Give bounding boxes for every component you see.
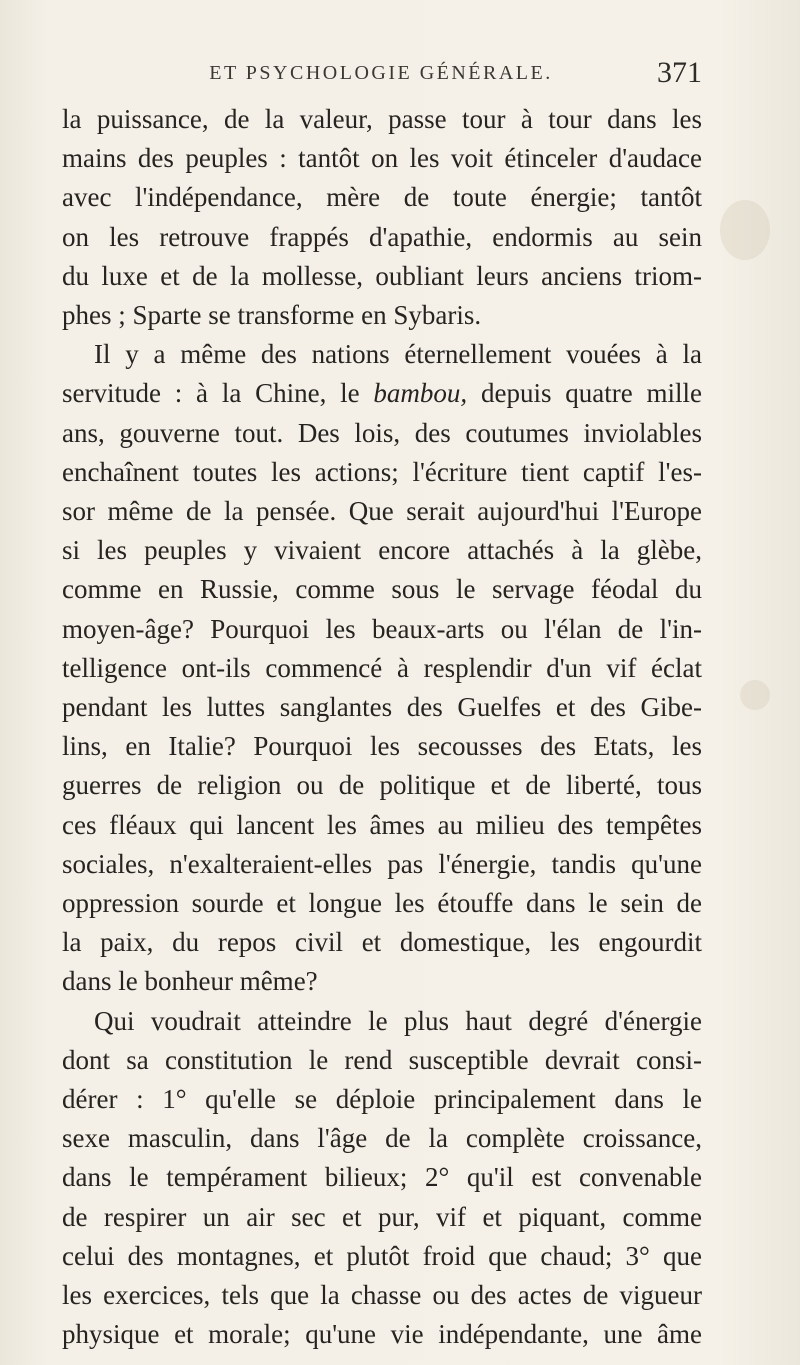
paragraph-3 (62, 1002, 702, 1355)
text-line-with-italic (62, 374, 702, 413)
text-line: du luxe et de la mollesse, oubliant leurs anciens triom- (62, 260, 702, 291)
text-line: moyen-âge? Pourquoi les beaux-arts ou l'élan de l'in- (62, 613, 702, 644)
text-line: sor même de la pensée. Que serait aujourd'hui l'Europe (62, 496, 702, 527)
running-title: ET PSYCHOLOGIE GÉNÉRALE. (209, 62, 553, 84)
text-line: pendant les luttes sanglantes des Guelfes et des Gibe- (62, 692, 702, 723)
text-line: ces fléaux qui lancent les âmes au milieu des tempêtes (62, 809, 702, 840)
text-line: lins, en Italie? Pourquoi les secousses des Etats, les (62, 731, 702, 762)
italic-word: bambou, (373, 378, 468, 409)
text-line: telligence ont-ils commencé à resplendir d'un vif éclat (62, 652, 702, 683)
text-line: on les retrouve frappés d'apathie, endormis au sein (62, 221, 702, 252)
text-line: celui des montagnes, et plutôt froid que chaud; 3° que (62, 1240, 702, 1271)
page-number: 371 (657, 56, 702, 89)
running-head (60, 56, 702, 96)
text-line: Il y a même des nations éternellement vouées à la (94, 339, 702, 370)
text-segment: servitude : à la Chine, le (62, 378, 374, 409)
body-text (62, 100, 702, 1355)
text-line: comme en Russie, comme sous le servage féodal du (62, 574, 702, 605)
text-line: avec l'indépendance, mère de toute énergie; tantôt (62, 182, 702, 213)
text-line: ans, gouverne tout. Des lois, des coutumes inviolables (62, 417, 702, 448)
text-line: Qui voudrait atteindre le plus haut degré d'énergie (94, 1005, 702, 1036)
text-line: la puissance, de la valeur, passe tour à tour dans les (62, 104, 702, 134)
text-line: physique et morale; qu'une vie indépendante, une âme (62, 1319, 702, 1350)
text-line: oppression sourde et longue les étouffe dans le sein de (62, 888, 702, 919)
text-line: guerres de religion ou de politique et de liberté, tous (62, 770, 702, 801)
text-line: mains des peuples : tantôt on les voit étinceler d'audace (62, 143, 702, 174)
paper-stain (720, 200, 770, 260)
paragraph-2 (62, 335, 702, 1001)
text-line: les exercices, tels que la chasse ou des actes de vigueur (62, 1280, 702, 1311)
text-segment: depuis quatre mille (467, 378, 702, 409)
text-line: sexe masculin, dans l'âge de la complète croissance, (62, 1123, 702, 1154)
text-line: de respirer un air sec et pur, vif et piquant, comme (62, 1201, 702, 1232)
text-line: si les peuples y vivaient encore attachés à la glèbe, (62, 535, 702, 566)
text-line: sociales, n'exalteraient-elles pas l'énergie, tandis qu'une (62, 848, 702, 879)
text-line: la paix, du repos civil et domestique, les engourdit (62, 927, 702, 958)
paper-stain (740, 680, 770, 710)
text-line: dans le tempérament bilieux; 2° qu'il est convenable (62, 1162, 702, 1193)
text-line: dérer : 1° qu'elle se déploie principalement dans le (62, 1084, 702, 1115)
text-line: phes ; Sparte se transforme en Sybaris. (62, 300, 482, 331)
text-line: enchaînent toutes les actions; l'écriture tient captif l'es- (62, 456, 702, 487)
text-line: dont sa constitution le rend susceptible devrait consi- (62, 1044, 702, 1075)
text-line: dans le bonheur même? (62, 966, 318, 997)
paragraph-1 (62, 100, 702, 335)
